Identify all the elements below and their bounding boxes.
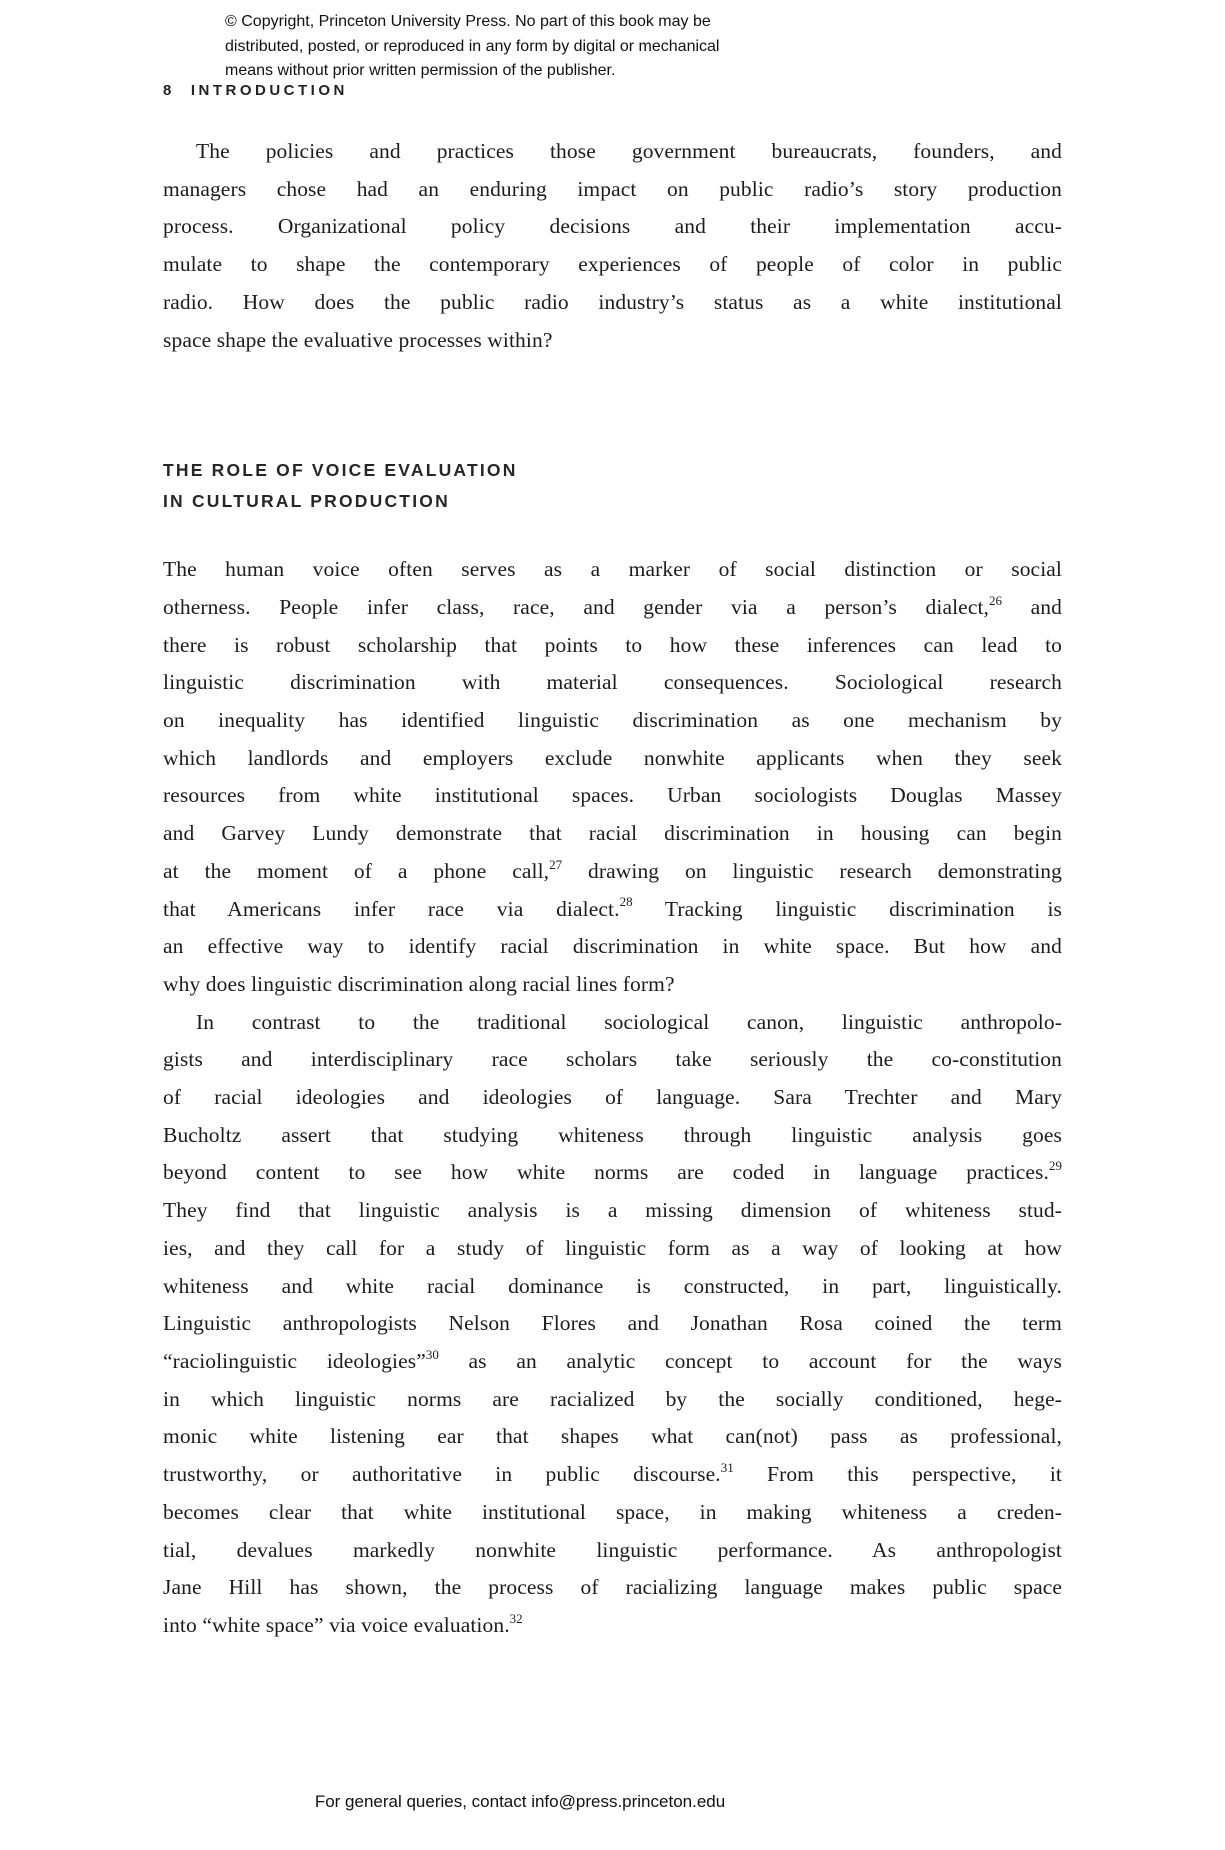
copyright-line: means without prior written permission of the publisher. bbox=[225, 62, 616, 79]
text-line: radio. How does the public radio industry’s status as a white institutional bbox=[163, 289, 1062, 314]
footnote-reference: 31 bbox=[720, 1459, 734, 1475]
running-header bbox=[163, 82, 348, 99]
text-line: on inequality has identified linguistic discrimination as one mechanism by bbox=[163, 708, 1062, 733]
text-line: of racial ideologies and ideologies of language. Sara Trechter and Mary bbox=[163, 1085, 1062, 1110]
text-line: into “white space” via voice evaluation.$^{32}$ bbox=[163, 1610, 523, 1637]
copyright-notice bbox=[225, 10, 719, 84]
text-line: tial, devalues markedly nonwhite linguistic performance. As anthropologist bbox=[163, 1537, 1062, 1562]
text-line: in which linguistic norms are racialized by the socially conditioned, hege- bbox=[163, 1386, 1062, 1411]
footnote-reference: 26 bbox=[989, 592, 1003, 608]
page-number: 8 bbox=[163, 82, 175, 99]
text-line: monic white listening ear that shapes what can(not) pass as professional, bbox=[163, 1424, 1062, 1449]
text-line: at the moment of a phone call,$^{27}$ drawing on linguistic research demonstrating bbox=[163, 856, 1062, 883]
heading-line: THE ROLE OF VOICE EVALUATION bbox=[163, 460, 518, 481]
paragraph bbox=[163, 133, 1062, 359]
heading-line: IN CULTURAL PRODUCTION bbox=[163, 491, 450, 512]
text-line: space shape the evaluative processes within? bbox=[163, 327, 553, 352]
copyright-line: distributed, posted, or reproduced in any form by digital or mechanical bbox=[225, 37, 720, 55]
text-line: managers chose had an enduring impact on public radio’s story production bbox=[163, 176, 1062, 201]
text-line: trustworthy, or authoritative in public discourse.$^{31}$ From this perspective, it bbox=[163, 1459, 1062, 1487]
footnote-reference: 30 bbox=[425, 1346, 439, 1362]
text-line: process. Organizational policy decisions and their implementation accu- bbox=[163, 214, 1062, 239]
text-line: Jane Hill has shown, the process of racializing language makes public space bbox=[163, 1575, 1062, 1600]
footnote-reference: 28 bbox=[619, 894, 633, 910]
text-line: They find that linguistic analysis is a missing dimension of whiteness stud- bbox=[163, 1198, 1062, 1223]
text-line: whiteness and white racial dominance is constructed, in part, linguistically. bbox=[163, 1273, 1062, 1298]
text-line: Bucholtz assert that studying whiteness through linguistic analysis goes bbox=[163, 1122, 1062, 1147]
paragraph bbox=[163, 551, 1062, 1003]
page-footer: For general queries, contact info@press.princeton.edu bbox=[314, 1792, 726, 1811]
chapter-title: INTRODUCTION bbox=[190, 82, 348, 99]
section-heading bbox=[163, 455, 1062, 517]
text-line: The human voice often serves as a marker of social distinction or social bbox=[163, 557, 1062, 582]
body-text bbox=[163, 133, 1062, 1645]
text-line: that Americans infer race via dialect.$^{28}$ Tracking linguistic discrimination is bbox=[163, 894, 1062, 921]
text-line: “raciolinguistic ideologies”$^{30}$ as an analytic concept to account for the ways bbox=[163, 1346, 1062, 1373]
text-line: linguistic discrimination with material consequences. Sociological research bbox=[163, 670, 1062, 695]
footnote-reference: 27 bbox=[549, 856, 563, 872]
paragraph bbox=[163, 1004, 1062, 1645]
text-line: there is robust scholarship that points to how these inferences can lead to bbox=[163, 632, 1062, 657]
text-line: gists and interdisciplinary race scholars take seriously the co-constitution bbox=[163, 1047, 1062, 1072]
footnote-reference: 29 bbox=[1049, 1158, 1062, 1174]
text-line: becomes clear that white institutional space, in making whiteness a creden- bbox=[163, 1499, 1062, 1524]
text-line: beyond content to see how white norms are coded in language practices.$^{29}$ bbox=[163, 1158, 1062, 1185]
text-line: Linguistic anthropologists Nelson Flores and Jonathan Rosa coined the term bbox=[163, 1311, 1062, 1336]
footnote-reference: 32 bbox=[509, 1610, 523, 1626]
text-line: which landlords and employers exclude nonwhite applicants when they seek bbox=[163, 745, 1062, 770]
text-line: The policies and practices those government bureaucrats, founders, and bbox=[196, 139, 1062, 163]
text-line: why does linguistic discrimination along racial lines form? bbox=[163, 971, 675, 996]
text-line: an effective way to identify racial discrimination in white space. But how and bbox=[163, 934, 1062, 959]
text-line: ies, and they call for a study of linguistic form as a way of looking at how bbox=[163, 1235, 1062, 1260]
text-line: and Garvey Lundy demonstrate that racial discrimination in housing can begin bbox=[163, 821, 1062, 846]
text-line: mulate to shape the contemporary experiences of people of color in public bbox=[163, 252, 1062, 277]
text-line: resources from white institutional spaces. Urban sociologists Douglas Massey bbox=[163, 783, 1062, 808]
text-line: In contrast to the traditional sociological canon, linguistic anthropolo- bbox=[196, 1009, 1062, 1034]
copyright-line: © Copyright, Princeton University Press. No part of this book may be bbox=[225, 13, 711, 30]
text-line: otherness. People infer class, race, and gender via a person’s dialect,$^{26}$ and bbox=[163, 592, 1062, 619]
